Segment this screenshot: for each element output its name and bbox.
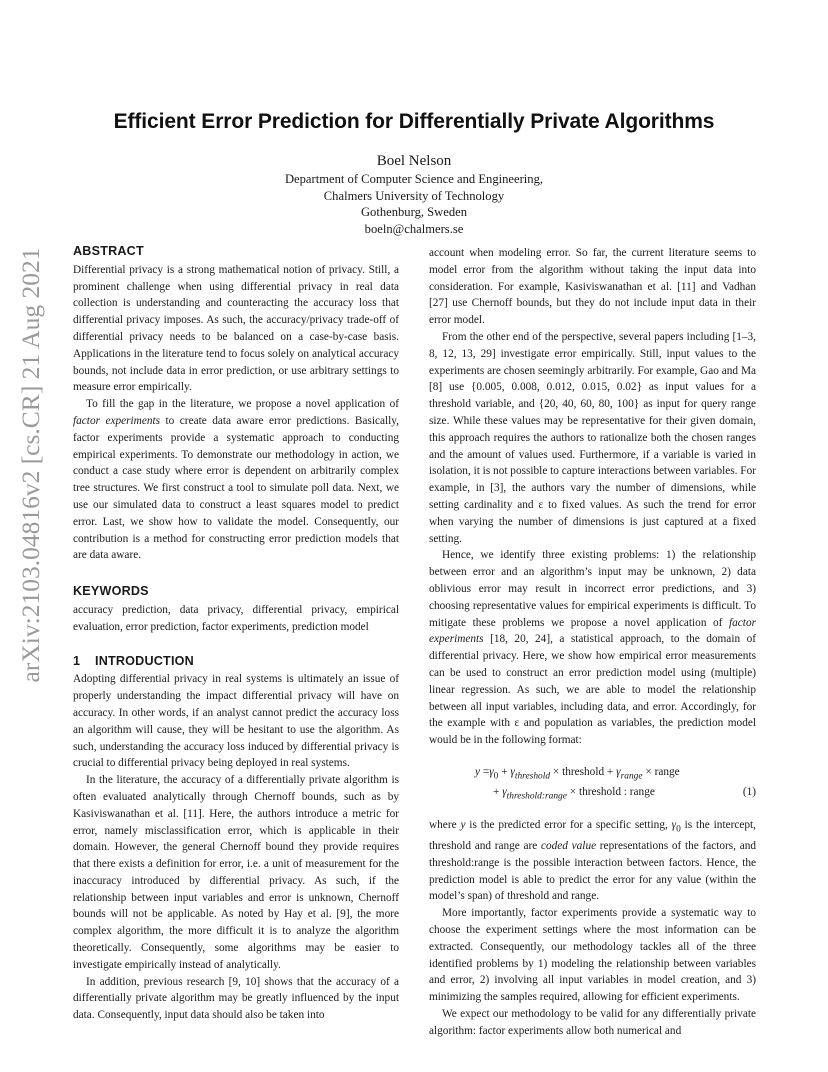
intro-p7-sub: 0 — [676, 824, 681, 835]
eq-gamma-range: γ — [616, 765, 621, 778]
intro-paragraph-7 — [429, 817, 756, 905]
intro-p6-text-a: Hence, we identify three existing problems: 1) the relationship between error and an algorithm’s input may be unknown, 2) data oblivious error may result in incorrect error predictions, and 3) choosing representative values for empirical experiments is difficult. To mitigate these problems we propose a novel application of — [429, 549, 756, 629]
section-title: INTRODUCTION — [95, 653, 194, 668]
intro-p6-text-b: [18, 20, 24], a statistical approach, to the domain of differential privacy. Here, we show how empirical error measurements can be used to construct an error prediction model using (multiple) linear regression. As such, we are able to model the relationship between all input variables, including data, and error. Accordingly, for the example with ε and population as variables, the prediction model would be in the following format: — [429, 633, 756, 747]
abstract-heading: ABSTRACT — [73, 244, 144, 258]
intro-p7-text-a: where — [429, 818, 461, 831]
eq-sub-range: range — [620, 771, 643, 782]
intro-paragraph-2: In the literature, the accuracy of a differentially private algorithm is often evaluated analytically through Chernoff bounds, such as by Kasiviswanathan et al. [11]. Here, the authors introduce a metric for error, namely misclassification error, which is applicable in their domain. However, the general Chernoff bound they provide requires that there exists a definition for error, i.e. a unit of measurement for the inaccuracy introduced by differential privacy. As such, if the relationship between input variables and error is unknown, Chernoff bounds will not be applicable. As noted by Hay et al. [9], the more complex algorithm, the more difficult it is to analyze the algorithm theoretically. Consequently, some algorithms may be easier to investigate empirically instead of analytically. — [73, 774, 399, 971]
arxiv-identifier: arXiv:2103.04816v2 [cs.CR] 21 Aug 2021 — [16, 247, 45, 683]
eq-y: y — [475, 765, 481, 778]
equation-line-2 — [493, 783, 655, 805]
eq-plus-1: + — [498, 765, 511, 778]
intro-p7-text-c: is the intercept, threshold and range are — [429, 818, 757, 852]
paper-title: Efficient Error Prediction for Differentially Private Algorithms — [113, 110, 715, 133]
intro-p7-text-d: representations of the factors, and threshold:range is the possible interaction between factors. Hence, the prediction model is able to predict the error for any value (within the model’s span) of threshold and range. — [429, 839, 756, 903]
abstract-paragraph-2 — [73, 396, 399, 564]
section-number: 1 — [73, 653, 81, 668]
author-email: boeln@chalmers.se — [364, 221, 464, 236]
affiliation-university: Chalmers University of Technology — [323, 188, 505, 203]
equation-line-1 — [475, 763, 680, 785]
eq-gamma-interaction: γ — [502, 785, 507, 798]
keywords-text: accuracy prediction, data privacy, differential privacy, empirical evaluation, error prediction, factor experiments, prediction model — [73, 603, 399, 633]
keywords-heading: KEYWORDS — [73, 584, 149, 599]
eq-sub-threshold: threshold — [514, 771, 551, 782]
eq-sub-0: 0 — [493, 771, 499, 782]
eq-term-range: × range — [642, 765, 680, 778]
arxiv-sidebar — [10, 247, 52, 683]
intro-paragraph-4: account when modeling error. So far, the current literature seems to model error from the algorithm without taking the input data into consideration. For example, Kasiviswanathan et al. [11] and Vadhan [27] use Chernoff bounds, but they do not include input data in their error model. — [429, 247, 756, 327]
eq-gamma-threshold: γ — [510, 765, 515, 778]
intro-p7-text-b: is the predicted error for a specific setting, — [465, 818, 672, 831]
intro-paragraph-1: Adopting differential privacy in real systems is ultimately an issue of properly understanding the impact differential privacy will have on accuracy. In other words, if an analyst cannot predict the accuracy loss an algorithm will cause, they will be hesitant to use the algorithm. As such, understanding the accuracy loss induced by differential privacy is crucial to differential privacy being deployed in real systems. — [73, 673, 399, 770]
intro-paragraph-5: From the other end of the perspective, several papers including [1–3, 8, 12, 13, 29] investigate error empirically. Still, input values to the experiments are chosen seemingly arbitrarily. For example, Gao and Ma [8] use {0.005, 0.008, 0.012, 0.015, 0.02} as input values for a threshold variable, and {20, 40, 60, 80, 100} as input for query range size. While these values may be representative for their given domain, this approach requires the authors to rationalize both the chosen ranges and the amount of values used. Furthermore, if a variable is varied in isolation, it is not possible to capture interactions between variables. For example, in [3], the authors vary the number of dimensions, while setting cardinality and ε to fixed values. As such the trend for error when varying the number of dimensions is just captured at a fixed setting. — [429, 330, 756, 545]
affiliation-location: Gothenburg, Sweden — [360, 205, 468, 219]
eq-sub-interaction: threshold:range — [506, 791, 567, 802]
eq-term-interaction: × threshold : range — [566, 785, 655, 798]
eq-plus-2: + — [493, 785, 503, 798]
eq-equals: = — [480, 765, 490, 778]
abstract-p2-emphasis: factor experiments — [73, 414, 161, 427]
author-name: Boel Nelson — [376, 153, 452, 169]
introduction-heading — [73, 653, 399, 670]
prediction-model-equation — [429, 763, 756, 807]
author-block — [200, 152, 628, 237]
abstract-p2-text-b: to create data aware error predictions. Basically, factor experiments provide a systematic approach to conducting empirical experiments. To demonstrate our methodology in action, we conduct a case study where error is dependent on arbitrarily complex tree structures. We first construct a tool to simulate poll data. Next, we use our simulated data to construct a least squares model to predict error. Last, we show how to validate the model. Consequently, our contribution is a method for constructing error prediction models that are data aware. — [73, 414, 400, 562]
left-column — [73, 243, 399, 1024]
intro-paragraph-9: We expect our methodology to be valid for any differentially private algorithm: factor experiments allow both numerical and — [429, 1007, 756, 1037]
eq-term-threshold: × threshold + — [550, 765, 617, 778]
intro-p7-emphasis: coded value — [540, 839, 597, 852]
eq-gamma-0: γ — [489, 765, 494, 778]
intro-paragraph-8: More importantly, factor experiments provide a systematic way to choose the experiment settings where the most information can be extracted. Consequently, our methodology tackles all of the three identified problems by 1) modeling the relationship between variables and error, 2) involving all input variables in model creation, and 3) minimizing the samples required, allowing for efficient experiments. — [429, 907, 756, 1004]
affiliation-department: Department of Computer Science and Engineering, — [284, 172, 544, 186]
intro-paragraph-3: In addition, previous research [9, 10] shows that the accuracy of a differentially private algorithm may be greatly influenced by the input data. Consequently, input data should also be taken into — [73, 975, 399, 1022]
abstract-p2-text-a: To fill the gap in the literature, we propose a novel application of — [86, 398, 399, 411]
intro-p6-emphasis: factor experiments — [429, 616, 756, 646]
abstract-paragraph-1: Differential privacy is a strong mathematical notion of privacy. Still, a prominent challenge when using differential privacy in real data collection is understanding and counteracting the accuracy loss that differential privacy imposes. As such, the accuracy/privacy trade-off of differential privacy needs to be balanced on a case-by-case basis. Applications in the literature tend to focus solely on analytical accuracy bounds, not include data in error prediction, or use arbitrary settings to measure error empirically. — [73, 263, 399, 394]
right-column — [429, 245, 756, 1040]
intro-paragraph-6 — [429, 547, 756, 749]
intro-p7-y: y — [460, 818, 466, 831]
intro-p7-gamma: γ — [671, 818, 677, 831]
equation-number: (1) — [742, 785, 756, 798]
